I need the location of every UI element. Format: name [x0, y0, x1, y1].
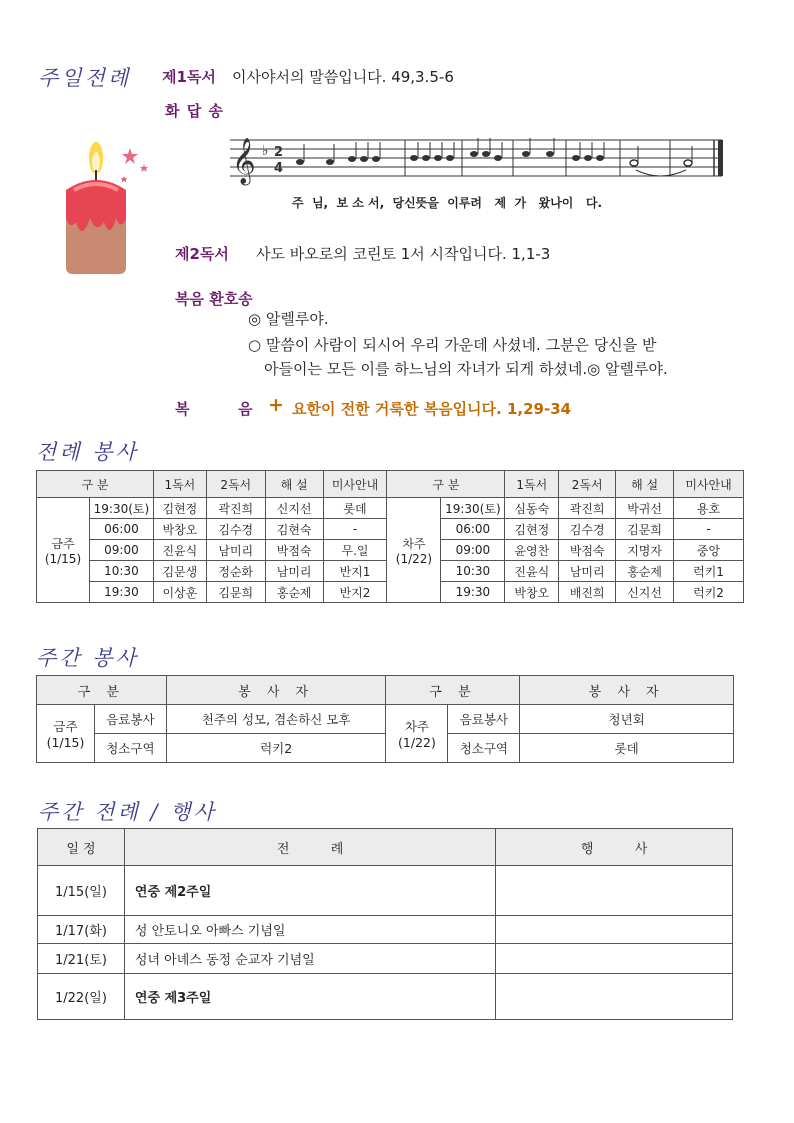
svg-text:2: 2: [274, 145, 284, 160]
reading1-text: 이사야서의 말씀입니다. 49,3.5-6: [232, 68, 454, 86]
weekly-liturgy-table: [37, 828, 733, 1020]
event-name: [496, 916, 733, 944]
table-cell: 박점숙: [559, 540, 616, 561]
header-reading1: 1독서: [153, 471, 206, 498]
acclamation-label: 복음 환호송: [175, 290, 253, 308]
gospel-cross: +: [268, 394, 284, 416]
table-cell: 반지2: [323, 582, 387, 603]
table-cell: 김현정: [505, 519, 559, 540]
weekly-service-title: 주간 봉사: [36, 646, 139, 670]
table-cell: 신지선: [265, 498, 323, 519]
schedule-date: 1/15(일): [38, 866, 125, 916]
next-week-date: (1/22): [398, 735, 436, 750]
svg-text:4: 4: [274, 161, 284, 176]
this-week-date: (1/15): [44, 551, 82, 566]
header-category: 구 분: [37, 676, 167, 705]
reading1-label: 제1독서: [162, 68, 216, 86]
table-cell: 중앙: [674, 540, 744, 561]
table-cell: 김문희: [616, 519, 674, 540]
header-volunteer: 봉 사 자: [166, 676, 386, 705]
header-category: 구 분: [386, 676, 520, 705]
table-row: [37, 498, 744, 519]
next-week-date: (1/22): [395, 551, 433, 566]
table-cell: 반지1: [323, 561, 387, 582]
table-cell: 롯데: [323, 498, 387, 519]
event-name: [496, 866, 733, 916]
service-group: 청년회: [520, 705, 734, 734]
liturgy-name: 연중 제3주일: [124, 974, 495, 1020]
table-cell: 곽진희: [206, 498, 265, 519]
event-name: [496, 944, 733, 974]
next-week-label: 차주: [404, 719, 430, 734]
svg-text:𝄞: 𝄞: [232, 138, 256, 184]
header-volunteer: 봉 사 자: [520, 676, 734, 705]
table-cell: 지명자: [616, 540, 674, 561]
table-cell: 김수경: [559, 519, 616, 540]
table-cell: 이상훈: [153, 582, 206, 603]
table-row: [37, 734, 734, 763]
liturgy-service-title: 전례 봉사: [36, 440, 139, 464]
table-row: [38, 944, 733, 974]
table-cell: 김수경: [206, 519, 265, 540]
acclamation-line2a: ○ 말씀이 사람이 되시어 우리 가운데 사셨네. 그분은 당신을 받: [248, 336, 657, 354]
liturgy-name: 성녀 아녜스 동정 순교자 기념일: [124, 944, 495, 974]
mass-time: 10:30: [441, 561, 505, 582]
mass-time: 06:00: [441, 519, 505, 540]
header-commentary: 해 설: [265, 471, 323, 498]
service-type: 청소구역: [94, 734, 166, 763]
gospel-text: 요한이 전한 거룩한 복음입니다. 1,29-34: [292, 400, 572, 418]
gospel-label-a: 복: [175, 400, 190, 418]
table-cell: 용호: [674, 498, 744, 519]
this-week-date: (1/15): [46, 735, 85, 750]
acclamation-line2b: 아들이는 모든 이를 하느님의 자녀가 되게 하셨네.◎ 알렐루야.: [264, 360, 668, 378]
table-cell: 김문희: [206, 582, 265, 603]
schedule-date: 1/22(일): [38, 974, 125, 1020]
table-row: [38, 974, 733, 1020]
candle-illustration: [60, 130, 160, 280]
header-commentary: 해 설: [616, 471, 674, 498]
table-cell: 럭키2: [674, 582, 744, 603]
service-group: 천주의 성모, 겸손하신 모후: [166, 705, 386, 734]
liturgy-service-table: [36, 470, 744, 603]
table-cell: 남미리: [265, 561, 323, 582]
service-type: 음료봉사: [448, 705, 520, 734]
service-type: 청소구역: [448, 734, 520, 763]
mass-time: 09:00: [89, 540, 153, 561]
acclamation-line1: ◎ 알렐루야.: [248, 310, 329, 328]
service-type: 음료봉사: [94, 705, 166, 734]
next-week-cell: [386, 705, 448, 763]
table-cell: 박귀선: [616, 498, 674, 519]
header-reading2: 2독서: [559, 471, 616, 498]
this-week-label: 금주: [53, 719, 78, 734]
reading2-label: 제2독서: [175, 245, 229, 263]
weekly-service-table: [36, 675, 734, 763]
mass-time: 09:00: [441, 540, 505, 561]
table-cell: -: [323, 519, 387, 540]
table-row: [38, 916, 733, 944]
header-mass-guide: 미사안내: [323, 471, 387, 498]
table-cell: 정순화: [206, 561, 265, 582]
table-row: [38, 866, 733, 916]
table-cell: 박점숙: [265, 540, 323, 561]
table-row: [37, 705, 734, 734]
table-cell: 남미리: [206, 540, 265, 561]
psalm-label: 화 답 송: [165, 102, 224, 120]
schedule-date: 1/21(토): [38, 944, 125, 974]
header-category: 구 분: [37, 471, 154, 498]
table-cell: 박창오: [505, 582, 559, 603]
table-cell: 진윤식: [153, 540, 206, 561]
table-cell: 홍순제: [265, 582, 323, 603]
mass-time: 19:30: [441, 582, 505, 603]
psalm-music-staff: [230, 128, 730, 190]
sunday-liturgy-title: 주일전례: [38, 66, 132, 90]
header-date: 일 정: [38, 829, 125, 866]
header-reading2: 2독서: [206, 471, 265, 498]
table-cell: -: [674, 519, 744, 540]
liturgy-name: 연중 제2주일: [124, 866, 495, 916]
service-group: 롯데: [520, 734, 734, 763]
table-cell: 김문생: [153, 561, 206, 582]
this-week-label: 금주: [51, 536, 75, 551]
table-cell: 김현정: [153, 498, 206, 519]
table-cell: 심동숙: [505, 498, 559, 519]
header-event: 행 사: [496, 829, 733, 866]
psalm-lyrics: 주 님, 보 소 서, 당신뜻을 이루려 제 가 왔나이 다.: [292, 196, 603, 210]
header-reading1: 1독서: [505, 471, 559, 498]
liturgy-name: 성 안토니오 아빠스 기념일: [124, 916, 495, 944]
table-cell: 곽진희: [559, 498, 616, 519]
table-cell: 배진희: [559, 582, 616, 603]
service-group: 럭키2: [166, 734, 386, 763]
mass-time: 10:30: [89, 561, 153, 582]
weekly-liturgy-title: 주간 전례 / 행사: [38, 800, 217, 824]
mass-time: 06:00: [89, 519, 153, 540]
event-name: [496, 974, 733, 1020]
header-mass-guide: 미사안내: [674, 471, 744, 498]
header-liturgy: 전 례: [124, 829, 495, 866]
gospel-label-b: 음: [238, 400, 253, 418]
table-cell: 홍순제: [616, 561, 674, 582]
table-cell: 럭키1: [674, 561, 744, 582]
table-cell: 남미리: [559, 561, 616, 582]
next-week-cell: [387, 498, 441, 603]
mass-time: 19:30(토): [441, 498, 505, 519]
this-week-cell: [37, 705, 95, 763]
schedule-date: 1/17(화): [38, 916, 125, 944]
svg-text:♭: ♭: [262, 143, 269, 159]
table-cell: 김현숙: [265, 519, 323, 540]
next-week-label: 차주: [402, 536, 426, 551]
mass-time: 19:30(토): [89, 498, 153, 519]
table-cell: 윤영찬: [505, 540, 559, 561]
mass-time: 19:30: [89, 582, 153, 603]
table-cell: 무.일: [323, 540, 387, 561]
table-cell: 박창오: [153, 519, 206, 540]
reading2-text: 사도 바오로의 코린토 1서 시작입니다. 1,1-3: [256, 245, 551, 263]
table-cell: 진윤식: [505, 561, 559, 582]
header-category: 구 분: [387, 471, 505, 498]
table-cell: 신지선: [616, 582, 674, 603]
this-week-cell: [37, 498, 90, 603]
